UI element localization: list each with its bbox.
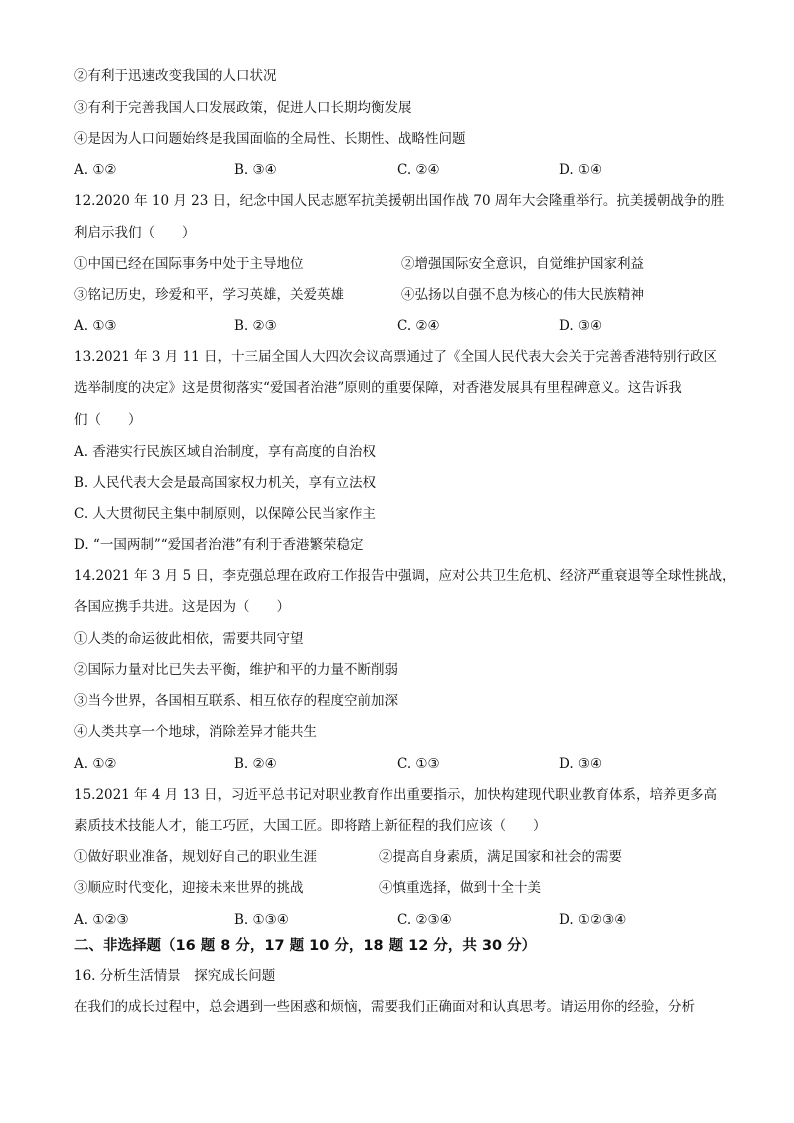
q14-options (74, 755, 724, 773)
q14-statement-1: ①人类的命运彼此相依，需要共同守望 (74, 631, 304, 647)
q16-text: 在我们的成长过程中，总会遇到一些困惑和烦恼，需要我们正确面对和认真思考。请运用你的经验，分析 (74, 999, 695, 1015)
q12-option-d: D. ③④ (559, 318, 603, 334)
q14-option-a: A. ①② (74, 756, 117, 772)
q15-statement-2: ②提高自身素质，满足国家和社会的需要 (379, 849, 622, 865)
q13-stem-line-3: 们（ ） (74, 412, 142, 428)
q16-title: 16. 分析生活情景 探究成长问题 (74, 968, 276, 984)
q11-option-c: C. ②④ (397, 162, 440, 178)
q14-option-b: B. ②④ (234, 756, 277, 772)
q12-stem-line-2: 利启示我们（ ） (74, 225, 196, 241)
q12-option-a: A. ①③ (74, 318, 117, 334)
q12-option-c: C. ②④ (397, 318, 440, 334)
q13-option-a: A. 香港实行民族区域自治制度，享有高度的自治权 (74, 444, 376, 460)
q15-statement-3: ③顺应时代变化，迎接未来世界的挑战 (74, 880, 304, 896)
q12-statement-3: ③铭记历史，珍爱和平，学习英雄，关爱英雄 (74, 287, 344, 303)
q15-statement-4: ④慎重选择，做到十全十美 (379, 880, 541, 896)
q13-option-c: C. 人大贯彻民主集中制原则，以保障公民当家作主 (74, 506, 376, 522)
q15-statement-1: ①做好职业准备，规划好自己的职业生涯 (74, 849, 317, 865)
q11-statement-4: ④是因为人口问题始终是我国面临的全局性、长期性、战略性问题 (74, 131, 466, 147)
q15-option-c: C. ②③④ (397, 912, 452, 928)
q12-option-b: B. ②③ (234, 318, 277, 334)
q11-statement-2: ②有利于迅速改变我国的人口状况 (74, 68, 277, 84)
q15-options (74, 911, 724, 929)
q15-stem-line-1: 15.2021 年 4 月 13 日，习近平总书记对职业教育作出重要指示，加快构建现代职业教育体系，培养更多高 (74, 787, 718, 803)
q15-statements-row-1 (74, 848, 734, 866)
q14-statement-3: ③当今世界，各国相互联系、相互依存的程度空前加深 (74, 693, 398, 709)
q11-option-b: B. ③④ (234, 162, 277, 178)
q14-option-d: D. ③④ (559, 756, 603, 772)
q12-options (74, 317, 724, 335)
q11-option-a: A. ①② (74, 162, 117, 178)
q15-stem-line-2: 素质技术技能人才，能工巧匠，大国工匠。即将踏上新征程的我们应该（ ） (74, 818, 547, 834)
q12-statements-row-2 (74, 286, 734, 304)
q15-option-d: D. ①②③④ (559, 912, 627, 928)
q14-stem-line-1: 14.2021 年 3 月 5 日，李克强总理在政府工作报告中强调，应对公共卫生危机、经济严重衰退等全球性挑战， (74, 568, 736, 584)
q15-option-a: A. ①②③ (74, 912, 129, 928)
q14-statement-4: ④人类共享一个地球，消除差异才能共生 (74, 724, 317, 740)
q15-option-b: B. ①③④ (234, 912, 289, 928)
q15-statements-row-2 (74, 879, 734, 897)
q12-statement-1: ①中国已经在国际事务中处于主导地位 (74, 256, 304, 272)
q14-stem-line-2: 各国应携手共进。这是因为（ ） (74, 599, 290, 615)
q14-statement-2: ②国际力量对比已失去平衡，维护和平的力量不断削弱 (74, 662, 398, 678)
q14-option-c: C. ①③ (397, 756, 440, 772)
q11-options (74, 161, 724, 179)
q11-statement-3: ③有利于完善我国人口发展政策，促进人口长期均衡发展 (74, 100, 412, 116)
q12-stem-line-1: 12.2020 年 10 月 23 日，纪念中国人民志愿军抗美援朝出国作战 70 周年大会隆重举行。抗美援朝战争的胜 (74, 193, 725, 209)
q13-option-d: D. “一国两制”“爱国者治港”有利于香港繁荣稳定 (74, 537, 364, 553)
q11-option-d: D. ①④ (559, 162, 603, 178)
q13-stem-line-2: 选举制度的决定》这是贯彻落实“爱国者治港”原则的重要保障，对香港发展具有里程碑意义。这告诉我 (74, 380, 682, 396)
section-heading: 二、非选择题（16 题 8 分，17 题 10 分，18 题 12 分，共 30 分） (74, 938, 537, 954)
q12-statement-2: ②增强国际安全意识，自觉维护国家利益 (401, 256, 644, 272)
q12-statement-4: ④弘扬以自强不息为核心的伟大民族精神 (401, 287, 644, 303)
q13-stem-line-1: 13.2021 年 3 月 11 日，十三届全国人大四次会议高票通过了《全国人民代表大会关于完善香港特别行政区 (74, 349, 718, 365)
q13-option-b: B. 人民代表大会是最高国家权力机关，享有立法权 (74, 475, 377, 491)
q12-statements-row-1 (74, 255, 734, 273)
